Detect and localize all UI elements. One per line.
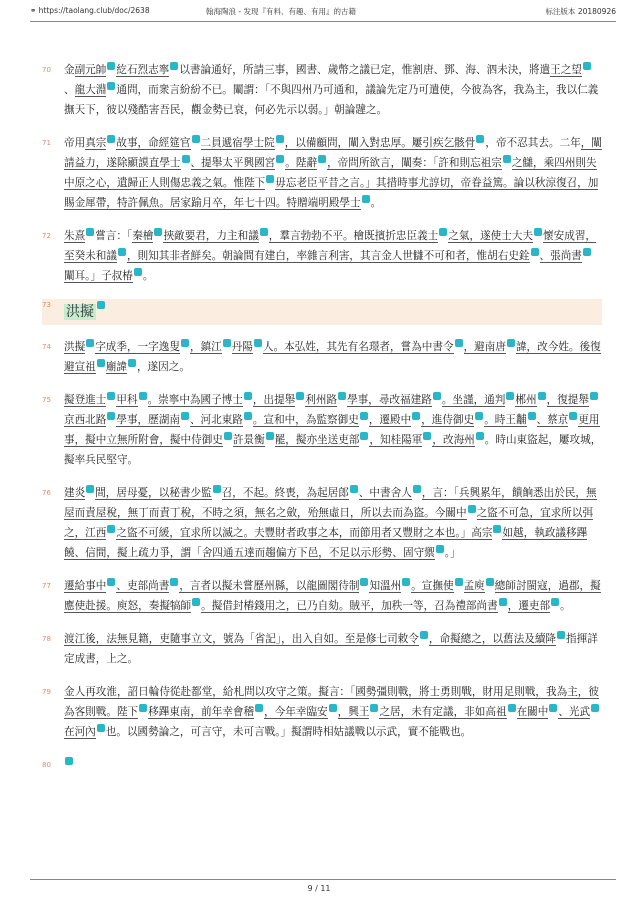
annotation-badge-icon[interactable] bbox=[549, 704, 557, 712]
paragraph bbox=[42, 483, 602, 563]
annotation-badge-icon[interactable] bbox=[420, 631, 428, 639]
annotated-term[interactable]: 郴州 bbox=[515, 394, 537, 406]
annotated-term[interactable]: ，闡請益力，遂除顯謨直學士 bbox=[64, 137, 602, 169]
page-number: 9 / 11 bbox=[307, 884, 331, 893]
text-run: 金 bbox=[64, 64, 75, 76]
annotated-term[interactable]: ，言：「兵興累年，饋餉悉出於民，無屋而責屋稅，無丁而責丁稅，不時之須，無名之斂，殆無虛日，所以去而為盜。今關中 bbox=[64, 487, 597, 519]
annotation-badge-icon[interactable] bbox=[97, 301, 105, 309]
annotation-badge-icon[interactable] bbox=[182, 155, 190, 163]
annotation-badge-icon[interactable] bbox=[350, 485, 358, 493]
annotation-badge-icon[interactable] bbox=[86, 339, 94, 347]
annotated-term[interactable]: 龍大淵 bbox=[74, 84, 107, 96]
annotation-badge-icon[interactable] bbox=[86, 228, 94, 236]
annotated-term[interactable]: ，今年幸臨安 bbox=[264, 706, 328, 718]
section-number: 73 bbox=[42, 301, 51, 309]
annotated-term[interactable]: ，進侍御史 bbox=[421, 414, 475, 426]
paragraph bbox=[42, 682, 602, 742]
annotated-term[interactable]: 洪擬 bbox=[64, 341, 86, 353]
annotated-term[interactable]: 孟庾 bbox=[463, 580, 485, 592]
annotation-badge-icon[interactable] bbox=[192, 598, 200, 606]
annotation-badge-icon[interactable] bbox=[508, 704, 516, 712]
paragraph-number: 70 bbox=[42, 66, 51, 74]
annotated-term[interactable]: ，帝問所欲言，闡奏：「許和則忘祖宗 bbox=[327, 157, 502, 169]
paragraph bbox=[42, 755, 602, 775]
annotated-term[interactable]: 真宗 bbox=[85, 137, 107, 149]
annotated-term[interactable]: 。崇寧中為國子博士 bbox=[147, 394, 243, 406]
annotated-term[interactable]: 副元帥 bbox=[74, 64, 107, 76]
section-title[interactable]: 洪擬 bbox=[66, 304, 94, 320]
annotation-badge-icon[interactable] bbox=[118, 248, 126, 256]
annotated-term[interactable]: 字成季，一字逸叟 bbox=[95, 341, 180, 353]
annotation-badge-icon[interactable] bbox=[583, 248, 591, 256]
paragraph bbox=[42, 337, 602, 377]
annotation-badge-icon[interactable] bbox=[557, 631, 565, 639]
annotated-term[interactable]: ，興王 bbox=[337, 706, 370, 718]
annotation-badge-icon[interactable] bbox=[499, 598, 507, 606]
annotated-term[interactable]: ，避南唐 bbox=[463, 341, 506, 353]
annotation-badge-icon[interactable] bbox=[107, 135, 115, 143]
annotation-badge-icon[interactable] bbox=[97, 359, 105, 367]
annotation-badge-icon[interactable] bbox=[455, 339, 463, 347]
annotation-badge-icon[interactable] bbox=[436, 545, 444, 553]
annotation-badge-icon[interactable] bbox=[244, 392, 252, 400]
paragraph bbox=[42, 390, 602, 470]
annotation-badge-icon[interactable] bbox=[260, 228, 268, 236]
paragraph bbox=[42, 133, 602, 213]
annotated-term[interactable]: 丹陽 bbox=[231, 341, 253, 353]
annotation-badge-icon[interactable] bbox=[534, 228, 542, 236]
site-title: 翰海陶浪 - 发现『有料、有趣、有用』的古籍 bbox=[206, 7, 356, 16]
annotation-badge-icon[interactable] bbox=[412, 412, 420, 420]
section-heading bbox=[42, 299, 602, 325]
annotated-term[interactable]: 二員遞宿學士院 bbox=[200, 137, 275, 149]
annotation-badge-icon[interactable] bbox=[276, 155, 284, 163]
annotated-term[interactable]: 、提舉太平興國宮 bbox=[190, 157, 276, 169]
annotated-term[interactable]: 王之望 bbox=[550, 64, 582, 76]
paragraph-number: 72 bbox=[42, 232, 51, 240]
annotation-badge-icon[interactable] bbox=[181, 339, 189, 347]
paragraph bbox=[42, 60, 602, 120]
annotation-badge-icon[interactable] bbox=[338, 392, 346, 400]
annotated-term[interactable]: 。時王黼 bbox=[484, 414, 527, 426]
annotation-badge-icon[interactable] bbox=[439, 228, 447, 236]
annotation-badge-icon[interactable] bbox=[506, 392, 514, 400]
source-url[interactable]: ⚭ https://taolang.club/doc/2638 bbox=[30, 6, 150, 15]
annotation-badge-icon[interactable] bbox=[528, 412, 536, 420]
annotation-badge-icon[interactable] bbox=[476, 135, 484, 143]
annotated-term[interactable]: 、中書舍人 bbox=[358, 487, 412, 499]
annotated-term[interactable]: 、河北東路 bbox=[189, 414, 243, 426]
annotation-badge-icon[interactable] bbox=[266, 175, 274, 183]
paragraph bbox=[42, 226, 602, 286]
annotation-badge-icon[interactable] bbox=[569, 412, 577, 420]
annotation-badge-icon[interactable] bbox=[254, 339, 262, 347]
header-divider bbox=[30, 21, 616, 22]
annotation-badge-icon[interactable] bbox=[128, 359, 136, 367]
annotation-badge-icon[interactable] bbox=[224, 432, 232, 440]
annotated-term[interactable]: 間，居母憂，以秘書少監 bbox=[95, 487, 212, 499]
annotated-term[interactable]: 總師討閩寇，過郡，擬應使赴援。庾怒，奏擬犒師 bbox=[64, 580, 601, 612]
annotation-badge-icon[interactable] bbox=[107, 525, 115, 533]
annotation-badge-icon[interactable] bbox=[170, 62, 178, 70]
annotation-badge-icon[interactable] bbox=[139, 392, 147, 400]
annotation-badge-icon[interactable] bbox=[370, 704, 378, 712]
annotation-badge-icon[interactable] bbox=[181, 412, 189, 420]
annotated-term[interactable]: ，復提舉 bbox=[546, 394, 589, 406]
annotation-badge-icon[interactable] bbox=[107, 62, 115, 70]
annotated-term[interactable]: 。陛辭 bbox=[285, 157, 318, 169]
annotated-term[interactable]: 之讎，乘四州則失中原之心，遺歸正人則傷忠義之氣。惟陛下 bbox=[64, 157, 597, 189]
annotated-term[interactable]: 在河內 bbox=[64, 726, 96, 738]
annotated-term[interactable]: 金人再攻淮，詔日輪侍從赴都堂，給札問以攻守之策。擬言：「國勢彊則戰，將士勇則戰，財用足則戰，我為主，彼為客則戰。陛下 bbox=[64, 686, 599, 718]
annotation-badge-icon[interactable] bbox=[538, 392, 546, 400]
text-run: 指揮詳定成書，上之。 bbox=[64, 633, 598, 665]
text-run: 嘗言：「 bbox=[95, 230, 133, 242]
annotation-badge-icon[interactable] bbox=[266, 432, 274, 440]
annotation-badge-icon[interactable] bbox=[475, 412, 483, 420]
annotated-term[interactable]: 故事，命經筵官 bbox=[116, 137, 191, 149]
annotation-badge-icon[interactable] bbox=[318, 155, 326, 163]
annotation-badge-icon[interactable] bbox=[362, 195, 370, 203]
annotation-badge-icon[interactable] bbox=[583, 62, 591, 70]
annotation-badge-icon[interactable] bbox=[107, 82, 115, 90]
annotated-term[interactable]: ，遷吏部 bbox=[507, 600, 551, 612]
annotated-term[interactable]: ，命擬總之，以舊法及續降 bbox=[428, 633, 557, 645]
annotated-term[interactable]: 之氣，遂使士大夫 bbox=[448, 230, 534, 242]
footer-divider bbox=[30, 879, 616, 880]
annotation-badge-icon[interactable] bbox=[97, 724, 105, 732]
annotation-badge-icon[interactable] bbox=[134, 268, 142, 276]
annotation-badge-icon[interactable] bbox=[296, 392, 304, 400]
annotation-badge-icon[interactable] bbox=[107, 392, 115, 400]
annotation-badge-icon[interactable] bbox=[107, 578, 115, 586]
annotation-badge-icon[interactable] bbox=[329, 704, 337, 712]
annotation-badge-icon[interactable] bbox=[360, 432, 368, 440]
annotation-badge-icon[interactable] bbox=[468, 505, 476, 513]
annotated-term[interactable]: 京西北路 bbox=[64, 414, 107, 426]
paragraph-number: 71 bbox=[42, 139, 51, 147]
text-run: 。」 bbox=[444, 547, 461, 559]
text-run: 以書論通好，所請三事，國書、歲幣之議已定，惟割唐、鄧、海、泗未決，將遣 bbox=[179, 64, 551, 76]
paragraph-number: 75 bbox=[42, 396, 51, 404]
annotated-term[interactable]: 秦檜 bbox=[132, 230, 154, 242]
text-run: 帝用 bbox=[64, 137, 86, 149]
annotated-term[interactable]: ，羣言勃勃不平。檜既擯折忠臣義士 bbox=[268, 230, 439, 242]
annotation-badge-icon[interactable] bbox=[507, 339, 515, 347]
annotation-badge-icon[interactable] bbox=[360, 412, 368, 420]
annotation-badge-icon[interactable] bbox=[455, 578, 463, 586]
annotated-term[interactable]: 挾敵要君，力主和議 bbox=[163, 230, 259, 242]
text-run: 。 bbox=[370, 197, 382, 209]
annotation-badge-icon[interactable] bbox=[255, 704, 263, 712]
annotated-term[interactable]: 朱熹 bbox=[64, 230, 86, 242]
annotated-term[interactable]: ，鎮江 bbox=[189, 341, 222, 353]
paragraph bbox=[42, 576, 602, 616]
annotated-term[interactable]: ，以備顧問，闡入對忠厚。屢引疾乞骸骨 bbox=[284, 137, 476, 149]
annotation-badge-icon[interactable] bbox=[192, 135, 200, 143]
text-run: 。 bbox=[560, 600, 571, 612]
text-run: 通問，而衆言紛紛不已。闡謂：「不與四州乃可通和，議論先定乃可遣使，今彼為客，我為主，我以仁義撫天下，彼以殘酷害吾民，觀金勢已衰，何必先示以弱。」朝論韙之。 bbox=[64, 84, 599, 116]
annotated-term[interactable]: 之盜不可緩，宜求所以滅之。夫豐財者政事之本，而節用者又豐財之本也。」高宗 bbox=[116, 527, 493, 539]
annotation-badge-icon[interactable] bbox=[503, 155, 511, 163]
text-run: ，遂因之。 bbox=[136, 361, 190, 373]
annotation-badge-icon[interactable] bbox=[154, 228, 162, 236]
annotation-badge-icon[interactable] bbox=[486, 578, 494, 586]
paragraph-number: 74 bbox=[42, 343, 51, 351]
annotation-badge-icon[interactable] bbox=[476, 432, 484, 440]
annotated-term[interactable]: 利州路 bbox=[305, 394, 338, 406]
annotated-term[interactable]: ，知桂陽軍 bbox=[369, 434, 423, 446]
annotation-badge-icon[interactable] bbox=[360, 578, 368, 586]
annotated-term[interactable]: 許景衡 bbox=[232, 434, 265, 446]
annotated-term[interactable]: 甲科 bbox=[116, 394, 138, 406]
annotation-badge-icon[interactable] bbox=[433, 392, 441, 400]
annotated-term[interactable]: 闡耳。」子叔椿 bbox=[64, 270, 133, 282]
annotated-term[interactable]: ，改海州 bbox=[432, 434, 475, 446]
version-label: 标注版本 20180926 bbox=[545, 7, 616, 16]
annotated-term[interactable]: 召，不起。終喪，為起居郎 bbox=[221, 487, 349, 499]
annotation-badge-icon[interactable] bbox=[402, 578, 410, 586]
annotated-term[interactable]: 廟諱 bbox=[105, 361, 127, 373]
annotation-badge-icon[interactable] bbox=[107, 412, 115, 420]
annotation-badge-icon[interactable] bbox=[423, 432, 431, 440]
annotated-term[interactable]: 紇石烈志寧 bbox=[116, 64, 170, 76]
paragraph-number: 77 bbox=[42, 582, 51, 590]
annotation-badge-icon[interactable] bbox=[276, 135, 284, 143]
annotation-badge-icon[interactable] bbox=[493, 525, 501, 533]
annotated-term[interactable]: 如越，執政議移蹕饒、信間，擬上疏力爭，謂「舍四通五達而趨偏方下邑，不足以示形勢、固守禦 bbox=[64, 527, 588, 559]
annotated-term[interactable]: 之居，未有定議，非如高祖 bbox=[379, 706, 507, 718]
annotation-badge-icon[interactable] bbox=[139, 704, 147, 712]
annotation-badge-icon[interactable] bbox=[213, 485, 221, 493]
annotated-term[interactable]: 。宣和中，為監察御史 bbox=[252, 414, 359, 426]
annotated-term[interactable]: ，出提舉 bbox=[252, 394, 296, 406]
annotated-term[interactable]: 之盜不可急，宜求所以弭之，江西 bbox=[64, 507, 594, 539]
annotation-badge-icon[interactable] bbox=[413, 485, 421, 493]
annotated-term[interactable]: 學事，尋改福建路 bbox=[347, 394, 432, 406]
annotation-badge-icon[interactable] bbox=[590, 392, 598, 400]
annotation-badge-icon[interactable] bbox=[223, 339, 231, 347]
annotated-term[interactable]: 渡江後，法無見籍，吏隨事立文，號為「省記」，出入自如。至是修七司敕令 bbox=[64, 633, 419, 645]
annotated-term[interactable]: 。擬借封樁錢用之，已乃自劾。賊平，加秩一等，召為禮部尚書 bbox=[201, 600, 498, 612]
annotated-term[interactable]: 擬登進士 bbox=[64, 394, 107, 406]
text-run: 二年 bbox=[559, 137, 581, 149]
annotation-badge-icon[interactable] bbox=[65, 757, 73, 765]
annotated-term[interactable]: 移蹕東南，前年幸會稽 bbox=[148, 706, 255, 718]
annotated-term[interactable]: 、吏部尚書 bbox=[116, 580, 170, 592]
annotated-term[interactable]: 毋忘老臣平昔之言。」其措時事尤諄切，帝眷益篤。論以秋涼復召，加賜金犀帶，特許佩魚。居家踰月卒，年七十四。特贈端明殿學士 bbox=[64, 177, 599, 209]
annotated-term[interactable]: ，遷殿中 bbox=[368, 414, 412, 426]
paragraph bbox=[42, 629, 602, 669]
annotation-badge-icon[interactable] bbox=[591, 704, 599, 712]
annotated-term[interactable]: 、光武 bbox=[558, 706, 591, 718]
text-run: ，帝不忍其去。 bbox=[485, 137, 560, 149]
text-run: 。 bbox=[142, 270, 154, 282]
annotated-term[interactable]: 。坐謹，通判 bbox=[441, 394, 506, 406]
annotated-term[interactable]: 人。本弘姓，其先有名璟者，嘗為中書令 bbox=[262, 341, 454, 353]
annotation-badge-icon[interactable] bbox=[86, 485, 94, 493]
annotated-term[interactable]: 建炎 bbox=[64, 487, 86, 499]
paragraph-number: 76 bbox=[42, 489, 51, 497]
annotated-term[interactable]: 、蔡京 bbox=[536, 414, 569, 426]
annotated-term[interactable]: ，言者以擬未嘗歷州縣，以龍圖閣待制 bbox=[179, 580, 360, 592]
document-body bbox=[42, 60, 602, 788]
paragraph-number: 79 bbox=[42, 688, 51, 696]
annotated-term[interactable]: 學事，歷湖南 bbox=[116, 414, 180, 426]
annotated-term[interactable]: ，則知其非者鮮矣。朝論間有建白，率雜言利害，其言金人世讎不可和者，惟胡右史銓 bbox=[126, 250, 530, 262]
annotated-term[interactable]: 罷，擬亦坐送吏部 bbox=[274, 434, 360, 446]
annotation-badge-icon[interactable] bbox=[244, 412, 252, 420]
annotated-term[interactable]: 。宣撫使 bbox=[411, 580, 454, 592]
page-header bbox=[0, 0, 638, 22]
text-run: 。時山東盜起，屢攻城，擬率兵民堅守。 bbox=[64, 434, 602, 466]
annotated-term[interactable]: 更用事，擬中立無所附會，擬中侍御史 bbox=[64, 414, 600, 446]
text-run: 也。以國勢論之，可言守，未可言戰。」擬謂時相姑議戰以示武，實不能戰也。 bbox=[105, 726, 472, 738]
annotated-term[interactable]: 在關中 bbox=[516, 706, 549, 718]
annotated-term[interactable]: 懷安成習，至癸未和議 bbox=[64, 230, 597, 262]
annotated-term[interactable]: 、張尚書 bbox=[539, 250, 582, 262]
annotation-badge-icon[interactable] bbox=[170, 578, 178, 586]
annotated-term[interactable]: 遷給事中 bbox=[64, 580, 107, 592]
annotated-term[interactable]: 諱，改今姓。後復避宣祖 bbox=[64, 341, 601, 373]
annotation-badge-icon[interactable] bbox=[551, 598, 559, 606]
paragraph-number: 80 bbox=[42, 761, 51, 769]
annotation-badge-icon[interactable] bbox=[531, 248, 539, 256]
text-run: 、 bbox=[64, 84, 75, 96]
paragraph-number: 78 bbox=[42, 635, 51, 643]
annotated-term[interactable]: 知溫州 bbox=[369, 580, 402, 592]
